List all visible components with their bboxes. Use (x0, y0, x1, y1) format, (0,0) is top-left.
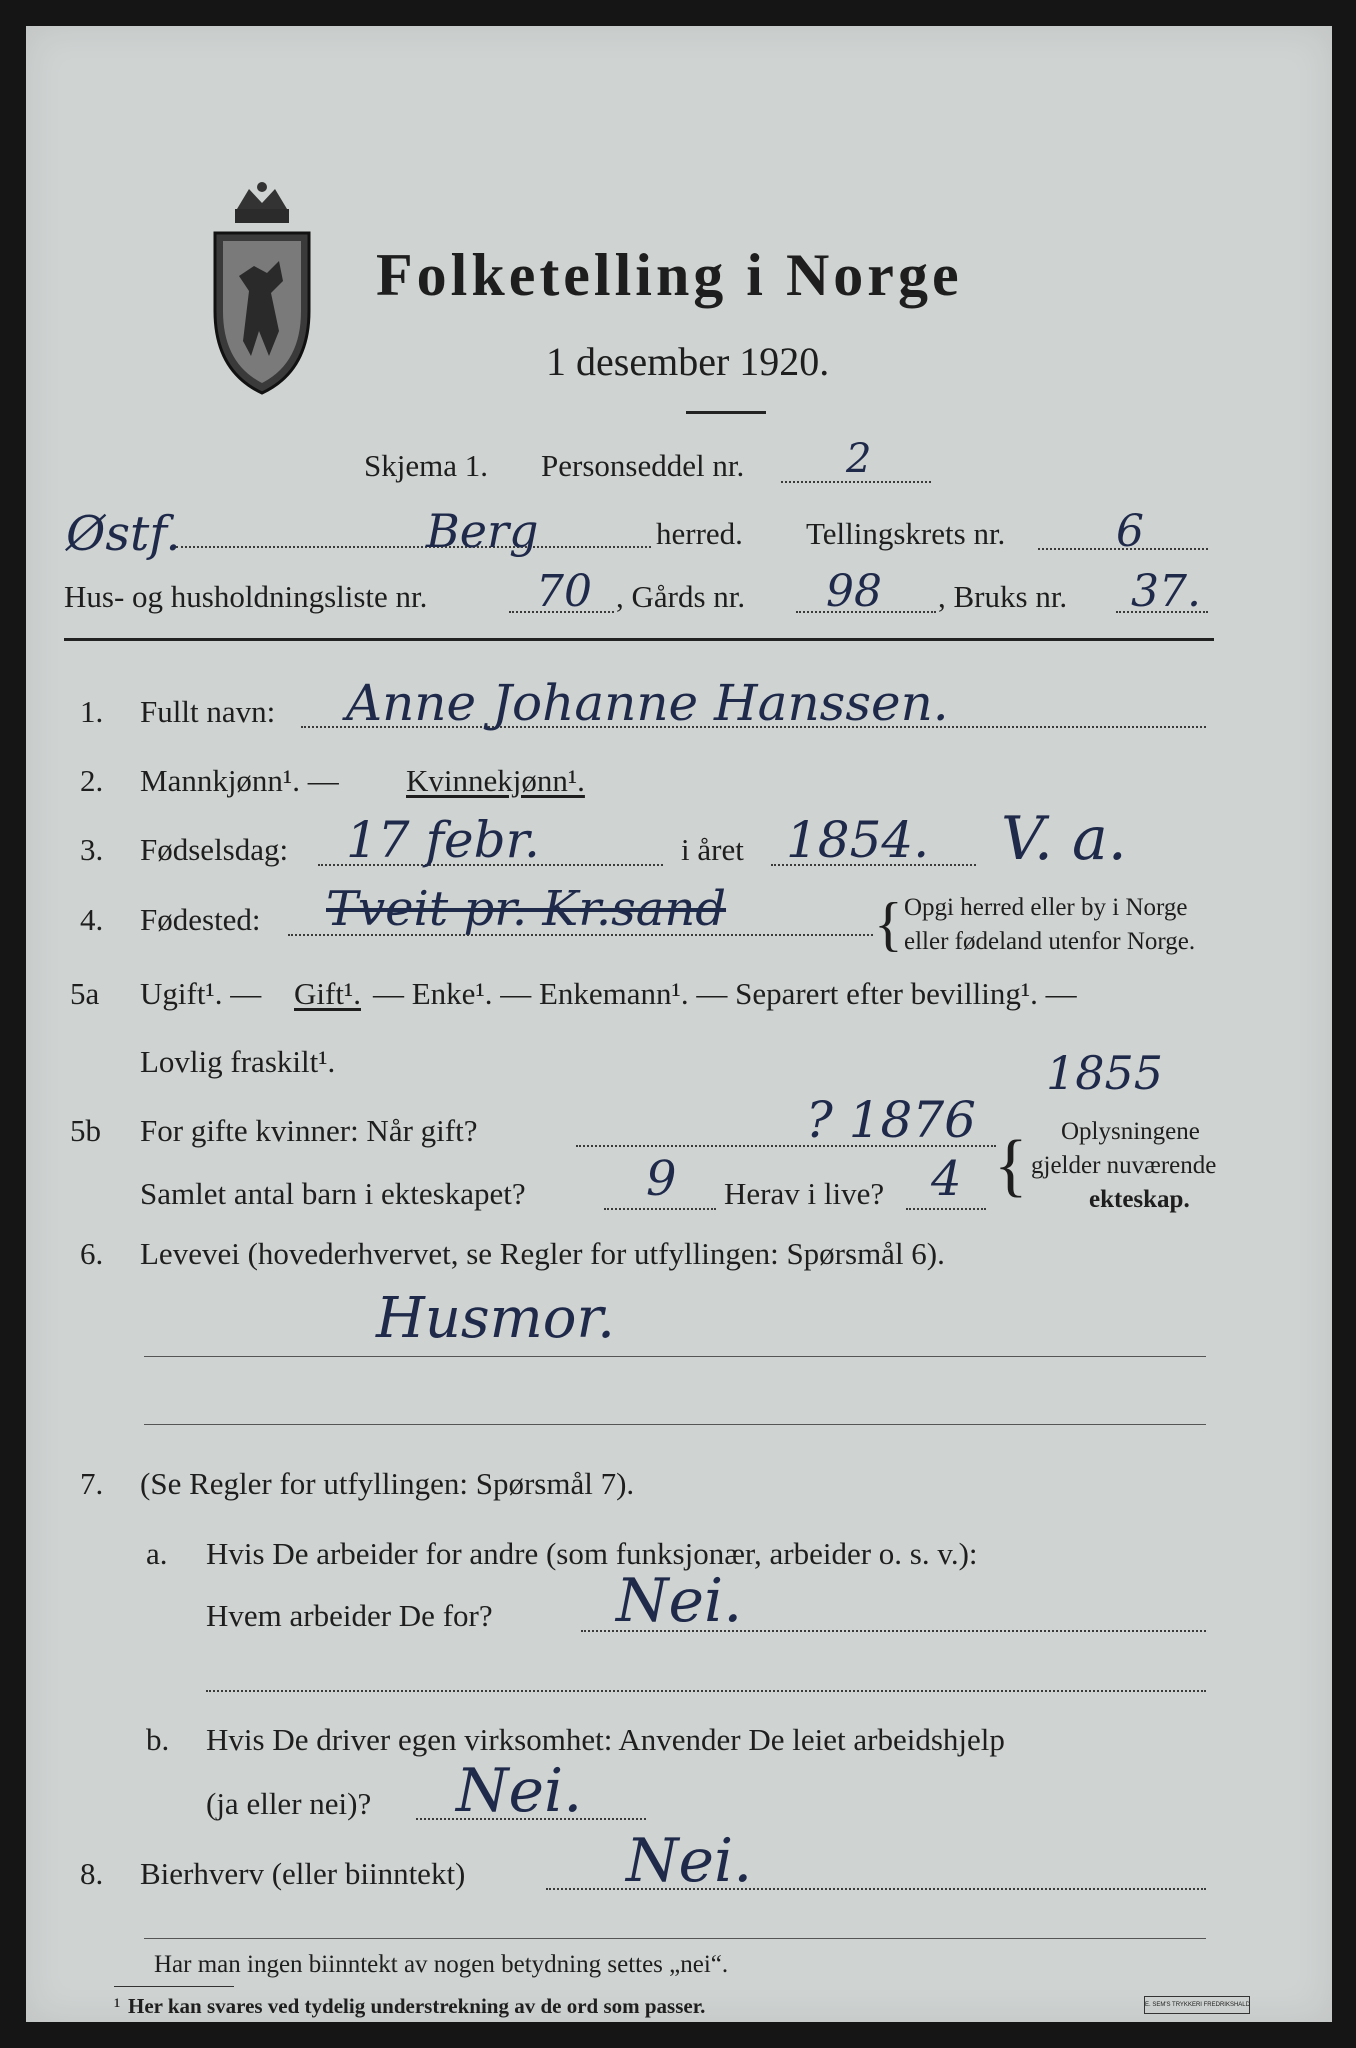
q5a-other-options: — Enke¹. — Enkemann¹. — Separert efter bevilling¹. — (373, 976, 1077, 1011)
q4-note-line1: Opgi herred eller by i Norge (904, 894, 1188, 921)
q1-label: Fullt navn: (140, 694, 276, 729)
q4-note-line2: eller fødeland utenfor Norge. (904, 928, 1196, 955)
q5a-number: 5a (70, 976, 100, 1011)
q7a-employer-label: Hvem arbeider De for? (206, 1598, 493, 1633)
footer-note: Har man ingen biinntekt av nogen betydning settes „nei“. (154, 1951, 729, 1978)
bruks-value: 37. (1131, 566, 1201, 617)
q5b-note-line1: Oplysningene (1061, 1118, 1200, 1145)
personseddel-value: 2 (846, 436, 872, 482)
q2-male: Mannkjønn¹. — (140, 763, 339, 798)
q8-number: 8. (80, 1856, 104, 1891)
tellingskrets-label: Tellingskrets nr. (806, 516, 1006, 551)
q5b-children-label: Samlet antal barn i ekteskapet? (140, 1176, 526, 1211)
q5b-annotation: 1855 (1046, 1046, 1164, 1100)
q5b-children-value: 9 (646, 1151, 677, 1207)
county-abbrev: Østf. (66, 506, 181, 562)
q8-label: Bierhverv (eller biinntekt) (140, 1856, 466, 1891)
printer-stamp: E. SEM'S TRYKKERI FREDRIKSHALD (1144, 1996, 1250, 2014)
q5a-unmarried: Ugift¹. — (140, 976, 262, 1011)
q6-label: Levevei (hovederhvervet, se Regler for utfyllingen: Spørsmål 6). (140, 1236, 945, 1271)
gards-value: 98 (826, 566, 882, 617)
q3-birth-day: 17 febr. (346, 811, 540, 869)
q3-birth-year: 1854. (786, 811, 930, 869)
q4-label: Fødested: (140, 902, 261, 937)
q3-label: Fødselsdag: (140, 832, 289, 867)
q7b-hired-help-label: (ja eller nei)? (206, 1786, 372, 1821)
q7b-question: Hvis De driver egen virksomhet: Anvender De leiet arbeidshjelp (206, 1722, 1005, 1757)
bruks-label: , Bruks nr. (938, 579, 1068, 614)
q2-female-underlined: Kvinnekjønn¹. (406, 763, 585, 798)
q5b-alive-value: 4 (931, 1151, 962, 1207)
q2-number: 2. (80, 763, 104, 798)
q5b-brace: { (994, 1127, 1028, 1204)
census-date: 1 desember 1920. (546, 339, 830, 384)
q3-year-label: i året (681, 832, 744, 867)
q7a-question: Hvis De arbeider for andre (som funksjonær, arbeider o. s. v.): (206, 1536, 978, 1571)
q4-brace: { (874, 891, 903, 957)
census-form (26, 26, 1332, 2022)
herred-label: herred. (656, 516, 743, 551)
q5b-label: For gifte kvinner: Når gift? (140, 1113, 478, 1148)
husliste-value: 70 (536, 566, 592, 617)
herred-value: Berg (426, 504, 539, 558)
q3-annotation: V. a. (1001, 804, 1127, 874)
header-separator (64, 638, 1214, 641)
form-title: Folketelling i Norge (376, 242, 963, 308)
footnote-text: Her kan svares ved tydelig understrekning av de ord som passer. (128, 1994, 706, 2018)
skjema-label: Skjema 1. (364, 448, 488, 483)
q5b-note-line3: ekteskap. (1089, 1186, 1190, 1213)
personseddel-label: Personseddel nr. (541, 448, 745, 483)
q7b-hired-help-value: Nei. (456, 1756, 583, 1826)
q5b-note-line2: gjelder nuværende (1031, 1152, 1217, 1179)
q7-label: (Se Regler for utfyllingen: Spørsmål 7). (140, 1466, 635, 1501)
q7b-letter: b. (146, 1722, 170, 1757)
q8-side-income-value: Nei. (626, 1826, 753, 1896)
q4-birthplace: Tveit pr. Kr.sand (326, 881, 727, 937)
q5b-alive-label: Herav i live? (724, 1176, 885, 1211)
coat-of-arms-icon (209, 181, 315, 401)
tellingskrets-value: 6 (1116, 506, 1144, 557)
footnote-marker: ¹ (114, 1994, 121, 2018)
q5b-number: 5b (70, 1113, 101, 1148)
q1-number: 1. (80, 694, 104, 729)
title-divider (686, 411, 766, 414)
q6-occupation: Husmor. (376, 1286, 615, 1351)
q3-number: 3. (80, 832, 104, 867)
q6-number: 6. (80, 1236, 104, 1271)
husliste-label: Hus- og husholdningsliste nr. (64, 579, 428, 614)
q7-number: 7. (80, 1466, 104, 1501)
q4-number: 4. (80, 902, 104, 937)
q7a-employer-value: Nei. (616, 1566, 743, 1636)
q5a-married-underlined: Gift¹. (294, 976, 361, 1011)
q5a-divorced: Lovlig fraskilt¹. (140, 1044, 336, 1079)
q5b-marriage-year: ? 1876 (806, 1091, 976, 1149)
q7a-letter: a. (146, 1536, 168, 1571)
q1-full-name: Anne Johanne Hanssen. (346, 674, 949, 732)
gards-label: , Gårds nr. (616, 579, 746, 614)
